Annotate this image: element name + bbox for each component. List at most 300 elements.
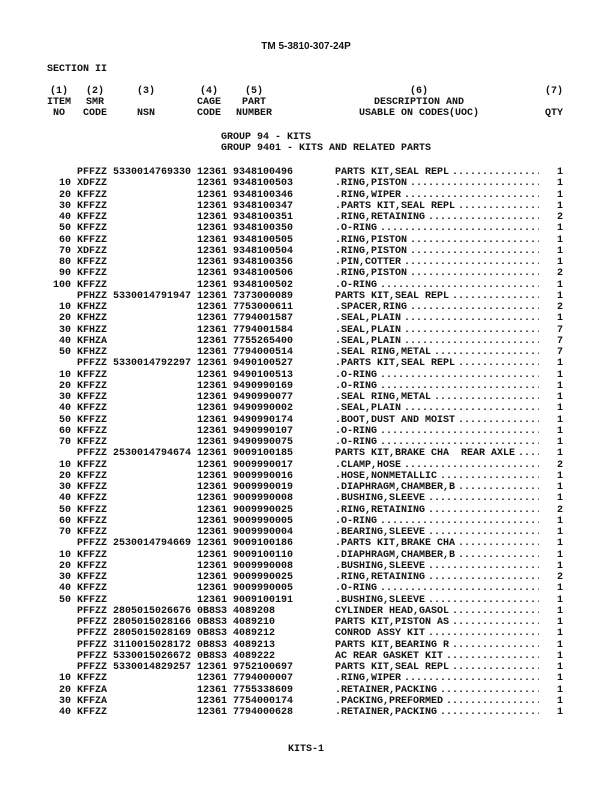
- smr-code: PFFZZ: [77, 662, 108, 673]
- col4-line1: CAGE: [196, 97, 221, 108]
- smr-code: KFFZZ: [77, 189, 108, 201]
- qty: 1: [556, 178, 563, 190]
- qty: 1: [556, 662, 563, 673]
- part-number: 9348100503: [233, 178, 294, 190]
- smr-code: PFFZZ: [77, 628, 108, 640]
- description: .BOOT,DUST AND MOIST . . .: [335, 415, 539, 426]
- part-number: 7794001584: [233, 324, 294, 336]
- smr-code: KFFZA: [77, 684, 108, 696]
- description: .O-RING . . .: [335, 381, 539, 392]
- table-row: [0, 572, 612, 583]
- item-no: 30: [58, 200, 71, 212]
- col4-num: (4): [199, 86, 218, 97]
- table-row: [0, 246, 612, 257]
- nsn: 5330015026672: [113, 650, 192, 662]
- description: .BUSHING,SLEEVE . . .: [335, 493, 539, 504]
- description: CONROD ASSY KIT . . .: [335, 628, 539, 639]
- smr-code: KFFZZ: [77, 223, 108, 235]
- part-number: 9490990077: [233, 392, 294, 403]
- table-row: [0, 392, 612, 403]
- table-row: [0, 685, 612, 696]
- part-number: 9009990017: [233, 459, 294, 471]
- description: .DIAPHRAGM,CHAMBER,B . . .: [335, 482, 539, 493]
- part-number: 9009990004: [233, 527, 294, 538]
- cage-code: 0B8S3: [197, 628, 228, 640]
- part-number: 4089208: [233, 605, 276, 617]
- smr-code: PFFZZ: [77, 650, 108, 662]
- smr-code: KFFZZ: [77, 482, 108, 493]
- table-row: [0, 606, 612, 617]
- cage-code: 12361: [197, 212, 228, 223]
- cage-code: 12361: [197, 572, 228, 583]
- description: .PIN,COTTER . . .: [335, 257, 539, 268]
- col6-line1: DESCRIPTION AND: [373, 97, 464, 108]
- smr-code: PFFZZ: [77, 639, 108, 651]
- part-number: 9348100504: [233, 245, 294, 257]
- qty: 1: [556, 583, 563, 595]
- group-heading: GROUP 94 - KITS: [221, 132, 312, 143]
- part-number: 4089210: [233, 617, 276, 628]
- table-row: [0, 493, 612, 504]
- qty: 1: [556, 549, 563, 561]
- table-row: [0, 291, 612, 302]
- item-no: 90: [58, 268, 71, 280]
- item-no: 10: [58, 178, 71, 190]
- smr-code: KFFZZ: [77, 594, 108, 606]
- item-no: 60: [58, 234, 71, 246]
- item-no: 40: [58, 403, 71, 415]
- table-row: [0, 662, 612, 673]
- cage-code: 12361: [197, 324, 228, 336]
- table-row: [0, 538, 612, 549]
- part-number: 7794000514: [233, 347, 294, 358]
- item-no: 20: [58, 470, 71, 482]
- smr-code: KFFZZ: [77, 257, 108, 268]
- table-row: [0, 550, 612, 561]
- cage-code: 12361: [197, 257, 228, 268]
- smr-code: KFFZZ: [77, 549, 108, 561]
- document-id: TM 5-3810-307-24P: [261, 41, 351, 52]
- item-no: 10: [58, 369, 71, 381]
- smr-code: XDFZZ: [77, 178, 108, 190]
- table-row: [0, 640, 612, 651]
- smr-code: KFFZZ: [77, 279, 108, 291]
- item-no: 30: [58, 392, 71, 403]
- qty: 1: [556, 617, 563, 628]
- smr-code: KFFZZ: [77, 527, 108, 538]
- part-number: 7755265400: [233, 335, 294, 347]
- qty: 2: [556, 212, 563, 223]
- description: .SEAL,PLAIN . . .: [335, 403, 539, 414]
- description: .DIAPHRAGM,CHAMBER,B . . .: [335, 550, 539, 561]
- description: PARTS KIT,PISTON AS . . .: [335, 617, 539, 628]
- qty: 2: [556, 302, 563, 313]
- cage-code: 12361: [197, 695, 228, 707]
- cage-code: 12361: [197, 414, 228, 426]
- part-number: 9490990174: [233, 414, 294, 426]
- qty: 1: [556, 707, 563, 718]
- smr-code: KFHZA: [77, 335, 108, 347]
- table-row: [0, 505, 612, 516]
- col5-num: (5): [244, 86, 263, 97]
- description: .RING,WIPER . . .: [335, 673, 539, 684]
- table-row: [0, 482, 612, 493]
- col2-num: (2): [85, 86, 104, 97]
- cage-code: 12361: [197, 493, 228, 505]
- description: .SPACER,RING . . .: [335, 302, 539, 313]
- cage-code: 12361: [197, 549, 228, 561]
- smr-code: KFFZZ: [77, 369, 108, 381]
- item-no: 10: [58, 549, 71, 561]
- part-number: 9009990008: [233, 560, 294, 572]
- smr-code: KFHZZ: [77, 313, 108, 325]
- cage-code: 12361: [197, 167, 228, 178]
- item-no: 30: [58, 482, 71, 493]
- cage-code: 12361: [197, 560, 228, 572]
- cage-code: 12361: [197, 459, 228, 471]
- qty: 1: [556, 257, 563, 268]
- smr-code: KFFZZ: [77, 707, 108, 718]
- smr-code: KFFZA: [77, 695, 108, 707]
- part-number: 9348100347: [233, 200, 294, 212]
- description: .SEAL RING,METAL . . .: [335, 392, 539, 403]
- item-no: 30: [58, 695, 71, 707]
- part-number: 9009990025: [233, 504, 294, 516]
- cage-code: 12361: [197, 403, 228, 415]
- item-no: 20: [58, 380, 71, 392]
- smr-code: KFFZZ: [77, 572, 108, 583]
- description: .O-RING . . .: [335, 426, 539, 437]
- description: CYLINDER HEAD,GASOL . . .: [335, 606, 539, 617]
- cage-code: 12361: [197, 583, 228, 595]
- nsn: 3110015028172: [113, 639, 192, 651]
- part-number: 9752100697: [233, 662, 294, 673]
- cage-code: 12361: [197, 392, 228, 403]
- cage-code: 12361: [197, 437, 228, 448]
- cage-code: 12361: [197, 425, 228, 437]
- qty: 1: [556, 594, 563, 606]
- qty: 1: [556, 470, 563, 482]
- smr-code: PFFZZ: [77, 448, 108, 460]
- smr-code: KFFZZ: [77, 470, 108, 482]
- part-number: 7794001587: [233, 313, 294, 325]
- item-no: 20: [58, 560, 71, 572]
- qty: 1: [556, 223, 563, 235]
- smr-code: PFFZZ: [77, 538, 108, 550]
- part-number: 9490990107: [233, 425, 294, 437]
- cage-code: 12361: [197, 538, 228, 550]
- item-no: 10: [58, 302, 71, 313]
- col5-line1: PART: [241, 97, 266, 108]
- table-row: [0, 628, 612, 639]
- description: .RING,PISTON . . .: [335, 268, 539, 279]
- table-row: [0, 707, 612, 718]
- qty: 1: [556, 313, 563, 325]
- cage-code: 12361: [197, 358, 228, 370]
- qty: 1: [556, 392, 563, 403]
- part-number: 9009990008: [233, 493, 294, 505]
- smr-code: KFFZZ: [77, 392, 108, 403]
- description: .O-RING . . .: [335, 370, 539, 381]
- cage-code: 12361: [197, 448, 228, 460]
- smr-code: KFFZZ: [77, 403, 108, 415]
- item-no: 20: [58, 189, 71, 201]
- table-row: [0, 673, 612, 684]
- item-no: 50: [58, 347, 71, 358]
- smr-code: KFFZZ: [77, 459, 108, 471]
- smr-code: KFHZZ: [77, 302, 108, 313]
- smr-code: KFHZZ: [77, 324, 108, 336]
- description: .BUSHING,SLEEVE . . .: [335, 595, 539, 606]
- table-row: [0, 370, 612, 381]
- item-no: 10: [58, 459, 71, 471]
- description: .BUSHING,SLEEVE . . .: [335, 561, 539, 572]
- cage-code: 12361: [197, 268, 228, 280]
- table-row: [0, 415, 612, 426]
- description: .PACKING,PREFORMED . . .: [335, 696, 539, 707]
- item-no: 70: [58, 437, 71, 448]
- description: .RING,PISTON . . .: [335, 246, 539, 257]
- table-row: [0, 336, 612, 347]
- col3-num: (3): [136, 86, 155, 97]
- item-no: 40: [58, 493, 71, 505]
- nsn: 5330014791947: [113, 290, 192, 302]
- table-row: [0, 527, 612, 538]
- item-no: 20: [58, 313, 71, 325]
- qty: 1: [556, 493, 563, 505]
- col6-num: (6): [409, 86, 428, 97]
- cage-code: 12361: [197, 347, 228, 358]
- qty: 1: [556, 245, 563, 257]
- cage-code: 12361: [197, 482, 228, 493]
- item-no: 40: [58, 583, 71, 595]
- nsn: 5330014829257: [113, 662, 192, 673]
- item-no: 80: [58, 257, 71, 268]
- smr-code: KFFZZ: [77, 268, 108, 280]
- part-number: 9348100356: [233, 257, 294, 268]
- part-number: 9490100527: [233, 358, 294, 370]
- smr-code: PFFZZ: [77, 358, 108, 370]
- table-row: [0, 201, 612, 212]
- qty: 1: [556, 560, 563, 572]
- description: .SEAL,PLAIN . . .: [335, 336, 539, 347]
- table-row: [0, 448, 612, 459]
- item-no: 50: [58, 504, 71, 516]
- cage-code: 12361: [197, 313, 228, 325]
- item-no: 50: [58, 414, 71, 426]
- col2-line1: SMR: [85, 97, 104, 108]
- description: .SEAL,PLAIN . . .: [335, 313, 539, 324]
- smr-code: KFFZZ: [77, 437, 108, 448]
- cage-code: 12361: [197, 223, 228, 235]
- qty: 1: [556, 437, 563, 448]
- col1-line2: NO: [52, 108, 65, 119]
- cage-code: 12361: [197, 684, 228, 696]
- qty: 7: [556, 335, 563, 347]
- nsn: 2805015028169: [113, 628, 192, 640]
- part-number: 9348100350: [233, 223, 294, 235]
- item-no: 20: [58, 684, 71, 696]
- table-row: [0, 696, 612, 707]
- part-number: 9348100502: [233, 279, 294, 291]
- col1-num: (1): [49, 86, 68, 97]
- table-row: [0, 235, 612, 246]
- smr-code: PFFZZ: [77, 167, 108, 178]
- col6-line2: USABLE ON CODES(UOC): [358, 108, 480, 119]
- part-number: 9348100496: [233, 167, 294, 178]
- section-label: SECTION II: [47, 64, 108, 75]
- table-row: [0, 212, 612, 223]
- nsn: 5330014792297: [113, 358, 192, 370]
- table-row: [0, 358, 612, 369]
- table-row: [0, 561, 612, 572]
- part-number: 4089222: [233, 650, 276, 662]
- qty: 1: [556, 279, 563, 291]
- item-no: 60: [58, 425, 71, 437]
- description: .PARTS KIT,BRAKE CHA . . .: [335, 538, 539, 549]
- smr-code: KFFZZ: [77, 200, 108, 212]
- cage-code: 12361: [197, 673, 228, 685]
- qty: 1: [556, 650, 563, 662]
- nsn: 5330014769330: [113, 167, 192, 178]
- description: .O-RING . . .: [335, 437, 539, 448]
- item-no: 40: [58, 335, 71, 347]
- cage-code: 0B8S3: [197, 639, 228, 651]
- part-number: 7754000174: [233, 695, 294, 707]
- table-row: [0, 381, 612, 392]
- description: .RING,PISTON . . .: [335, 178, 539, 189]
- table-row: [0, 190, 612, 201]
- smr-code: PFFZZ: [77, 605, 108, 617]
- page-number: KITS-1: [287, 744, 324, 755]
- part-number: 9009990005: [233, 583, 294, 595]
- description: PARTS KIT,BRAKE CHA REAR AXLE . . .: [335, 448, 539, 459]
- item-no: 30: [58, 324, 71, 336]
- description: .RING,WIPER . . .: [335, 190, 539, 201]
- cage-code: 12361: [197, 189, 228, 201]
- col1-line1: ITEM: [46, 97, 71, 108]
- cage-code: 12361: [197, 504, 228, 516]
- qty: 1: [556, 290, 563, 302]
- cage-code: 0B8S3: [197, 650, 228, 662]
- cage-code: 12361: [197, 302, 228, 313]
- smr-code: KFFZZ: [77, 515, 108, 527]
- smr-code: KFFZZ: [77, 425, 108, 437]
- description: .RING,PISTON . . .: [335, 235, 539, 246]
- smr-code: PFHZZ: [77, 290, 108, 302]
- item-no: 70: [58, 527, 71, 538]
- description: .RING,RETAINING . . .: [335, 572, 539, 583]
- qty: 2: [556, 572, 563, 583]
- part-number: 9490990075: [233, 437, 294, 448]
- description: .RING,RETAINING . . .: [335, 212, 539, 223]
- col4-line2: CODE: [196, 108, 221, 119]
- qty: 1: [556, 189, 563, 201]
- table-row: [0, 437, 612, 448]
- qty: 2: [556, 504, 563, 516]
- part-number: 7794000007: [233, 673, 294, 685]
- table-row: [0, 325, 612, 336]
- qty: 7: [556, 347, 563, 358]
- qty: 2: [556, 268, 563, 280]
- qty: 1: [556, 639, 563, 651]
- col3-line2: NSN: [136, 108, 155, 119]
- qty: 1: [556, 684, 563, 696]
- qty: 1: [556, 673, 563, 685]
- part-number: 9009990005: [233, 515, 294, 527]
- part-number: 9490990002: [233, 403, 294, 415]
- description: .RETAINER,PACKING . . .: [335, 685, 539, 696]
- qty: 1: [556, 515, 563, 527]
- table-row: [0, 516, 612, 527]
- description: .O-RING . . .: [335, 223, 539, 234]
- col7-num: (7): [545, 86, 564, 97]
- qty: 1: [556, 448, 563, 460]
- cage-code: 0B8S3: [197, 605, 228, 617]
- item-no: 60: [58, 515, 71, 527]
- table-row: [0, 313, 612, 324]
- smr-code: KFFZZ: [77, 583, 108, 595]
- table-row: [0, 347, 612, 358]
- qty: 1: [556, 628, 563, 640]
- nsn: 2805015028166: [113, 617, 192, 628]
- description: .RING,RETAINING . . .: [335, 505, 539, 516]
- table-row: [0, 426, 612, 437]
- cage-code: 12361: [197, 279, 228, 291]
- description: PARTS KIT,SEAL REPL . . .: [335, 291, 539, 302]
- item-no: 40: [58, 707, 71, 718]
- nsn: 2530014794669: [113, 538, 192, 550]
- description: PARTS KIT,SEAL REPL . . .: [335, 167, 539, 178]
- qty: 1: [556, 695, 563, 707]
- part-number: 9009100110: [233, 549, 294, 561]
- cage-code: 12361: [197, 369, 228, 381]
- table-row: [0, 302, 612, 313]
- part-number: 9490100513: [233, 369, 294, 381]
- nsn: 2805015026676: [113, 605, 192, 617]
- qty: 1: [556, 403, 563, 415]
- qty: 1: [556, 358, 563, 370]
- table-row: [0, 595, 612, 606]
- description: .O-RING . . .: [335, 583, 539, 594]
- part-number: 9009990019: [233, 482, 294, 493]
- description: .SEAL,PLAIN . . .: [335, 325, 539, 336]
- qty: 1: [556, 380, 563, 392]
- part-number: 4089213: [233, 639, 276, 651]
- part-number: 9348100351: [233, 212, 294, 223]
- part-number: 9009990025: [233, 572, 294, 583]
- col7-line2: QTY: [545, 108, 564, 119]
- table-row: [0, 403, 612, 414]
- table-row: [0, 167, 612, 178]
- part-number: 9009100186: [233, 538, 294, 550]
- smr-code: KFFZZ: [77, 380, 108, 392]
- part-number: 7755338609: [233, 684, 294, 696]
- qty: 7: [556, 324, 563, 336]
- smr-code: KFFZZ: [77, 234, 108, 246]
- item-no: 50: [58, 594, 71, 606]
- qty: 1: [556, 527, 563, 538]
- table-row: [0, 617, 612, 628]
- description: .SEAL RING,METAL . . .: [335, 347, 539, 358]
- table-row: [0, 460, 612, 471]
- description: AC REAR GASKET KIT . . .: [335, 651, 539, 662]
- part-number: 9009100185: [233, 448, 294, 460]
- cage-code: 12361: [197, 335, 228, 347]
- item-no: 10: [58, 673, 71, 685]
- smr-code: KFFZZ: [77, 493, 108, 505]
- qty: 1: [556, 605, 563, 617]
